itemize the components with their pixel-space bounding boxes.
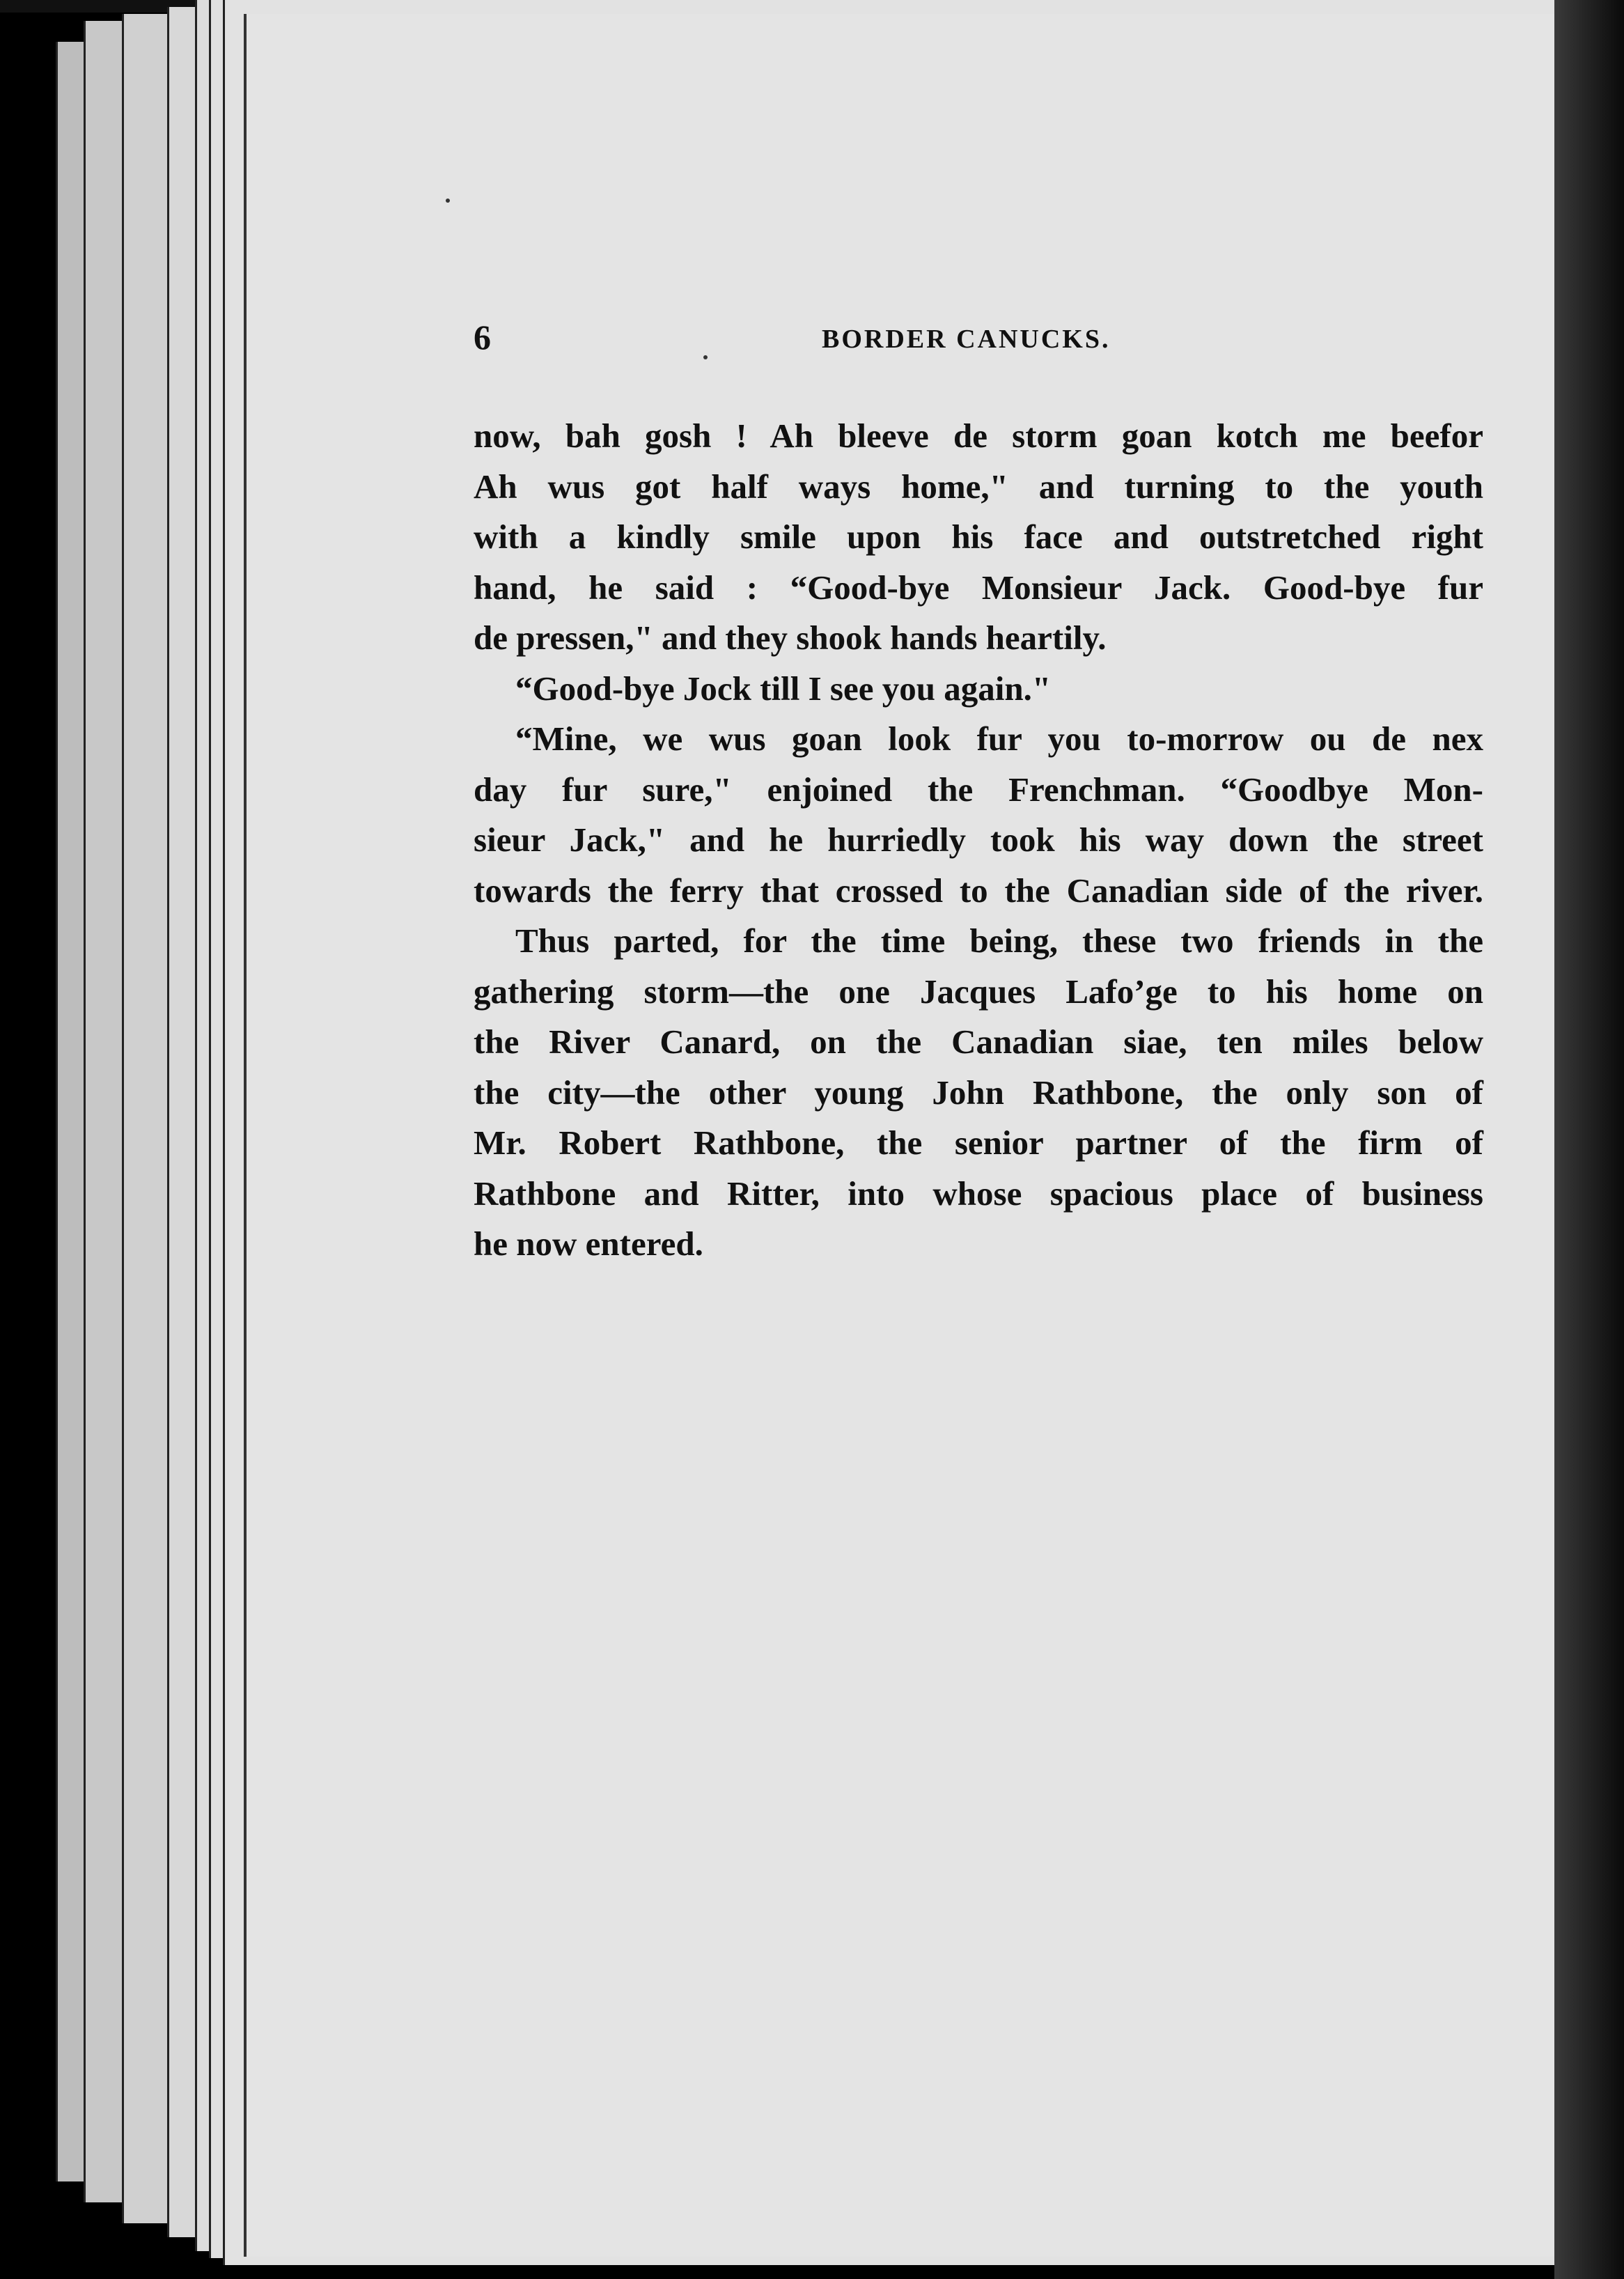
text-line: Thus parted, for the time being, these two friends in the	[515, 921, 1483, 960]
text-line: Rathbone and Ritter, into whose spacious place of business	[474, 1174, 1483, 1213]
text-line: “Mine, we wus goan look fur you to-morrow ou de nex	[515, 720, 1483, 758]
text-line: “Good-bye Jock till I see you again."	[515, 669, 1052, 708]
text-line: de pressen," and they shook hands heartily.	[474, 619, 1107, 657]
text-line: the city—the other young John Rathbone, the only son of	[474, 1073, 1483, 1112]
running-head	[474, 317, 1483, 359]
text-line: now, bah gosh ! Ah bleeve de storm goan kotch me beefor	[474, 417, 1483, 455]
text-line: sieur Jack," and he hurriedly took his way down the street	[474, 820, 1483, 859]
right-shadow	[1554, 0, 1624, 2279]
page-number: 6	[474, 318, 491, 357]
text-line: towards the ferry that crossed to the Canadian side of the river.	[474, 871, 1483, 910]
text-line: gathering storm—the one Jacques Lafo’ge to his home on	[474, 972, 1483, 1011]
text-line: with a kindly smile upon his face and outstretched right	[474, 518, 1483, 556]
body-text	[474, 411, 1483, 1270]
text-line: Ah wus got half ways home," and turning to the youth	[474, 467, 1483, 506]
text-line: he now entered.	[474, 1224, 703, 1263]
speck	[446, 199, 450, 203]
text-line: Mr. Robert Rathbone, the senior partner of the firm of	[474, 1123, 1483, 1162]
text-line: day fur sure," enjoined the Frenchman. “Goodbye Mon-	[474, 770, 1483, 809]
running-title: BORDER CANUCKS.	[822, 325, 1111, 354]
text-line: hand, he said : “Good-bye Monsieur Jack. Good-bye fur	[474, 568, 1483, 607]
text-line: the River Canard, on the Canadian siae, ten miles below	[474, 1022, 1483, 1061]
